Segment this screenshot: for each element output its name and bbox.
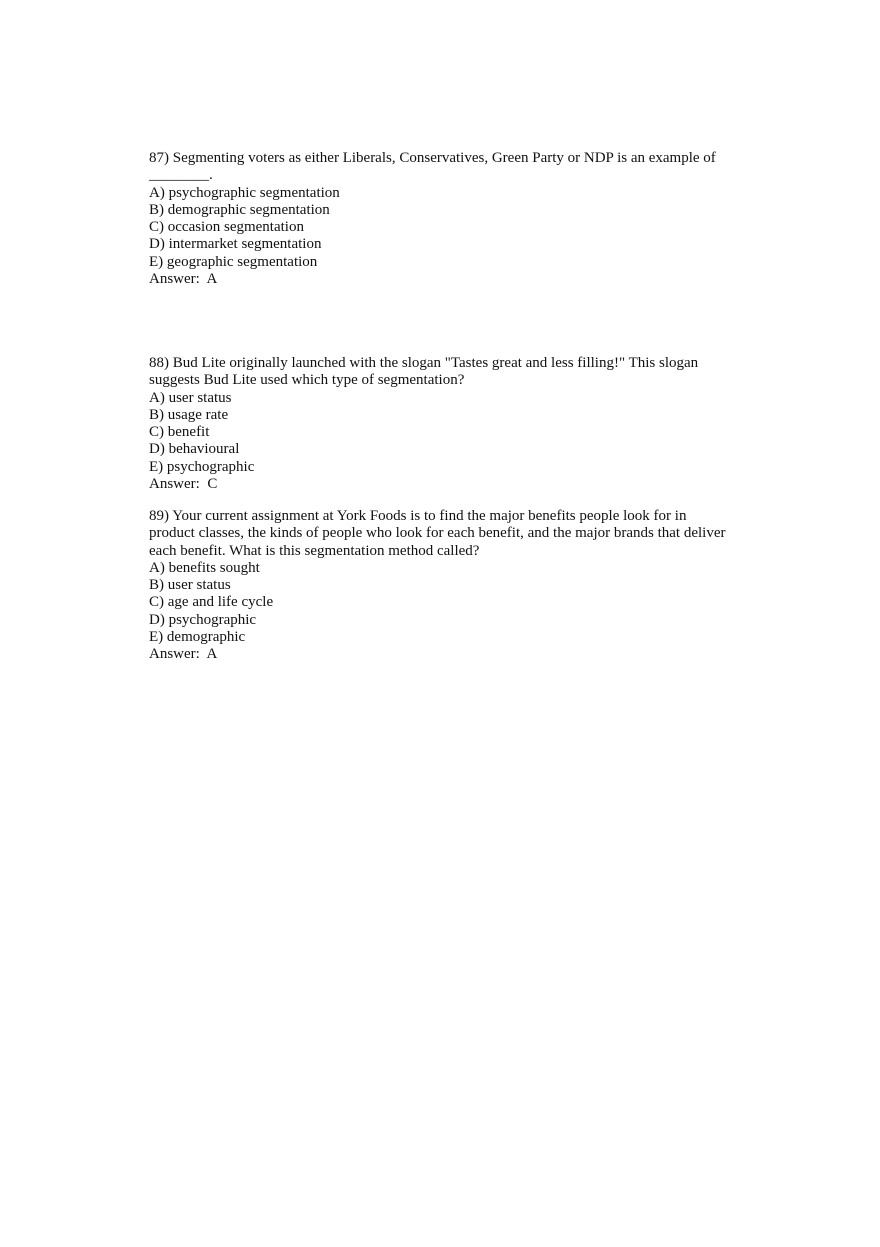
- question-stem: ________.: [149, 167, 213, 184]
- option-e: E) demographic: [149, 629, 246, 646]
- question-stem: 88) Bud Lite originally launched with the slogan "Tastes great and less filling!" This slogan: [149, 355, 699, 371]
- option-a: A) benefits sought: [149, 559, 260, 576]
- question-stem: product classes, the kinds of people who look for each benefit, and the major brands that deliver: [149, 525, 726, 542]
- option-c: C) age and life cycle: [149, 594, 274, 611]
- question-stem: 89) Your current assignment at York Foods is to find the major benefits people look for in: [149, 508, 687, 524]
- option-a: A) psychographic segmentation: [149, 184, 340, 201]
- option-d: D) intermarket segmentation: [149, 236, 322, 253]
- option-b: B) user status: [149, 577, 231, 594]
- answer: Answer: A: [149, 646, 218, 663]
- option-d: D) behavioural: [149, 441, 240, 458]
- option-c: C) occasion segmentation: [149, 219, 304, 236]
- option-b: B) usage rate: [149, 406, 229, 423]
- question-88: [149, 355, 749, 493]
- answer: Answer: A: [149, 271, 218, 288]
- answer: Answer: C: [149, 476, 218, 493]
- question-stem: suggests Bud Lite used which type of segmentation?: [149, 372, 465, 389]
- question-stem: each benefit. What is this segmentation method called?: [149, 542, 480, 559]
- option-d: D) psychographic: [149, 611, 257, 628]
- option-e: E) geographic segmentation: [149, 253, 318, 270]
- option-b: B) demographic segmentation: [149, 201, 330, 218]
- question-stem: 87) Segmenting voters as either Liberals, Conservatives, Green Party or NDP is an example of: [149, 150, 716, 166]
- option-e: E) psychographic: [149, 458, 255, 475]
- option-c: C) benefit: [149, 424, 210, 441]
- question-89: [149, 508, 749, 664]
- option-a: A) user status: [149, 389, 232, 406]
- question-87: [149, 150, 749, 288]
